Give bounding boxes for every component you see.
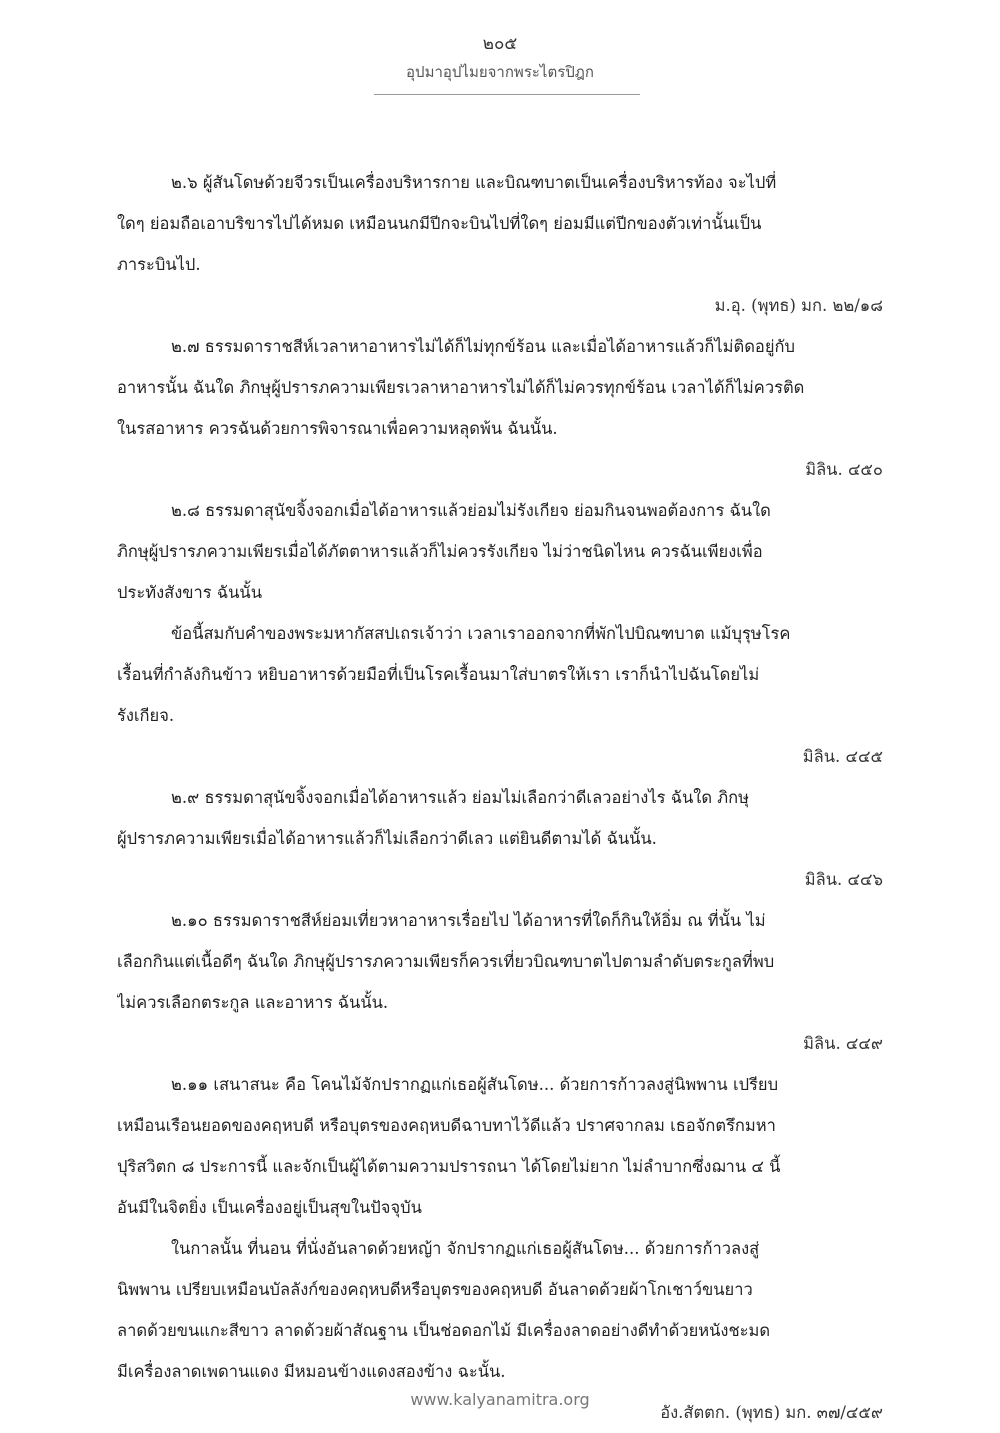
page-number: ๒๐๕ xyxy=(482,34,518,54)
entry-2-7-paragraph xyxy=(117,326,883,449)
text-line: ในรสอาหาร ควรฉันด้วยการพิจารณาเพื่อความหลุดพ้น ฉันนั้น. xyxy=(117,419,558,438)
running-title: อุปมาอุปไมยจากพระไตรปิฎก xyxy=(406,63,594,81)
text-line: ใดๆ ย่อมถือเอาบริขารไปได้หมด เหมือนนกมีปีกจะบินไปที่ใดๆ ย่อมมีแต่ปีกของตัวเท่านั้นเป็น xyxy=(117,214,762,233)
entry-2-8-paragraph xyxy=(117,490,883,613)
text-line: อันมีในจิตยิ่ง เป็นเครื่องอยู่เป็นสุขในปัจจุบัน xyxy=(117,1198,422,1217)
entry-2-9-reference: มิลิน. ๔๔๖ xyxy=(804,870,883,889)
entry-2-7-reference: มิลิน. ๔๕๐ xyxy=(805,460,883,479)
text-line: ๒.๖ ผู้สันโดษด้วยจีวรเป็นเครื่องบริหารกาย และบิณฑบาตเป็นเครื่องบริหารท้อง จะไปที่ xyxy=(171,173,777,192)
entry-2-6-paragraph xyxy=(117,162,883,285)
entry-2-10-paragraph xyxy=(117,900,883,1023)
footer-website: www.kalyanamitra.org xyxy=(410,1390,590,1409)
entry-2-9-paragraph xyxy=(117,777,883,859)
text-line: รังเกียจ. xyxy=(117,706,175,725)
text-line: ๒.๑๑ เสนาสนะ คือ โคนไม้จักปรากฏแก่เธอผู้สันโดษ... ด้วยการก้าวลงสู่นิพพาน เปรียบ xyxy=(171,1075,779,1094)
text-line: ไม่ควรเลือกตระกูล และอาหาร ฉันนั้น. xyxy=(117,993,389,1012)
text-line: ในกาลนั้น ที่นอน ที่นั่งอันลาดด้วยหญ้า จักปรากฏแก่เธอผู้สันโดษ... ด้วยการก้าวลงสู่ xyxy=(171,1239,760,1258)
text-line: เรื้อนที่กำลังกินข้าว หยิบอาหารด้วยมือที่เป็นโรคเรื้อนมาใส่บาตรให้เรา เราก็นำไปฉันโดยไม่ xyxy=(117,665,760,684)
text-line: ข้อนี้สมกับคำของพระมหากัสสปเถรเจ้าว่า เวลาเราออกจากที่พักไปบิณฑบาต แม้บุรุษโรค xyxy=(171,624,791,643)
text-line: นิพพาน เปรียบเหมือนบัลลังก์ของคฤหบดีหรือบุตรของคฤหบดี อันลาดด้วยผ้าโกเชาว์ขนยาว xyxy=(117,1280,753,1299)
text-line: ภาระบินไป. xyxy=(117,255,201,274)
text-line: ๒.๗ ธรรมดาราชสีห์เวลาหาอาหารไม่ได้ก็ไม่ทุกข์ร้อน และเมื่อได้อาหารแล้วก็ไม่ติดอยู่กับ xyxy=(171,337,795,356)
main-content xyxy=(117,162,883,1433)
text-line: ๒.๙ ธรรมดาสุนัขจิ้งจอกเมื่อได้อาหารแล้ว ย่อมไม่เลือกว่าดีเลวอย่างไร ฉันใด ภิกษุ xyxy=(171,788,750,807)
text-line: เลือกกินแต่เนื้อดีๆ ฉันใด ภิกษุผู้ปรารภความเพียรก็ควรเที่ยวบิณฑบาตไปตามลำดับตระกูลที่พบ xyxy=(117,952,775,971)
header-divider xyxy=(374,94,640,95)
text-line: อาหารนั้น ฉันใด ภิกษุผู้ปรารภความเพียรเวลาหาอาหารไม่ได้ก็ไม่ควรทุกข์ร้อน เวลาได้ก็ไม่ควรติด xyxy=(117,378,805,397)
text-line: ๒.๘ ธรรมดาสุนัขจิ้งจอกเมื่อได้อาหารแล้วย่อมไม่รังเกียจ ย่อมกินจนพอต้องการ ฉันใด xyxy=(171,501,771,520)
text-line: ๒.๑๐ ธรรมดาราชสีห์ย่อมเที่ยวหาอาหารเรื่อยไป ได้อาหารที่ใดก็กินให้อิ่ม ณ ที่นั้น ไม่ xyxy=(171,911,766,930)
entry-2-11-continuation xyxy=(117,1228,883,1392)
text-line: ผู้ปรารภความเพียรเมื่อได้อาหารแล้วก็ไม่เลือกว่าดีเลว แต่ยินดีตามได้ ฉันนั้น. xyxy=(117,829,657,848)
text-line: มีเครื่องลาดเพดานแดง มีหมอนข้างแดงสองข้าง ฉะนั้น. xyxy=(117,1362,506,1381)
text-line: ประทังสังขาร ฉันนั้น xyxy=(117,583,262,602)
entry-2-10-reference: มิลิน. ๔๔๙ xyxy=(803,1034,883,1053)
text-line: ลาดด้วยขนแกะสีขาว ลาดด้วยผ้าสัณฐาน เป็นช่อดอกไม้ มีเครื่องลาดอย่างดีทำด้วยหนังชะมด xyxy=(117,1321,771,1340)
entry-2-6-reference: ม.อุ. (พุทธ) มก. ๒๒/๑๘ xyxy=(714,296,883,315)
entry-2-8-continuation xyxy=(117,613,883,736)
text-line: เหมือนเรือนยอดของคฤหบดี หรือบุตรของคฤหบดีฉาบทาไว้ดีแล้ว ปราศจากลม เธอจักตรึกมหา xyxy=(117,1116,776,1135)
text-line: ภิกษุผู้ปรารภความเพียรเมื่อได้ภัตตาหารแล้วก็ไม่ควรรังเกียจ ไม่ว่าชนิดไหน ควรฉันเพียงเพื่อ xyxy=(117,542,763,561)
entry-2-11-paragraph xyxy=(117,1064,883,1228)
entry-2-8-reference: มิลิน. ๔๔๕ xyxy=(802,747,883,766)
entry-2-11-reference: อัง.สัตตก. (พุทธ) มก. ๓๗/๔๕๙ xyxy=(660,1403,883,1422)
text-line: ปุริสวิตก ๘ ประการนี้ และจักเป็นผู้ได้ตามความปรารถนา ได้โดยไม่ยาก ไม่ลำบากซึ่งฌาน ๔ นี้ xyxy=(117,1157,781,1176)
